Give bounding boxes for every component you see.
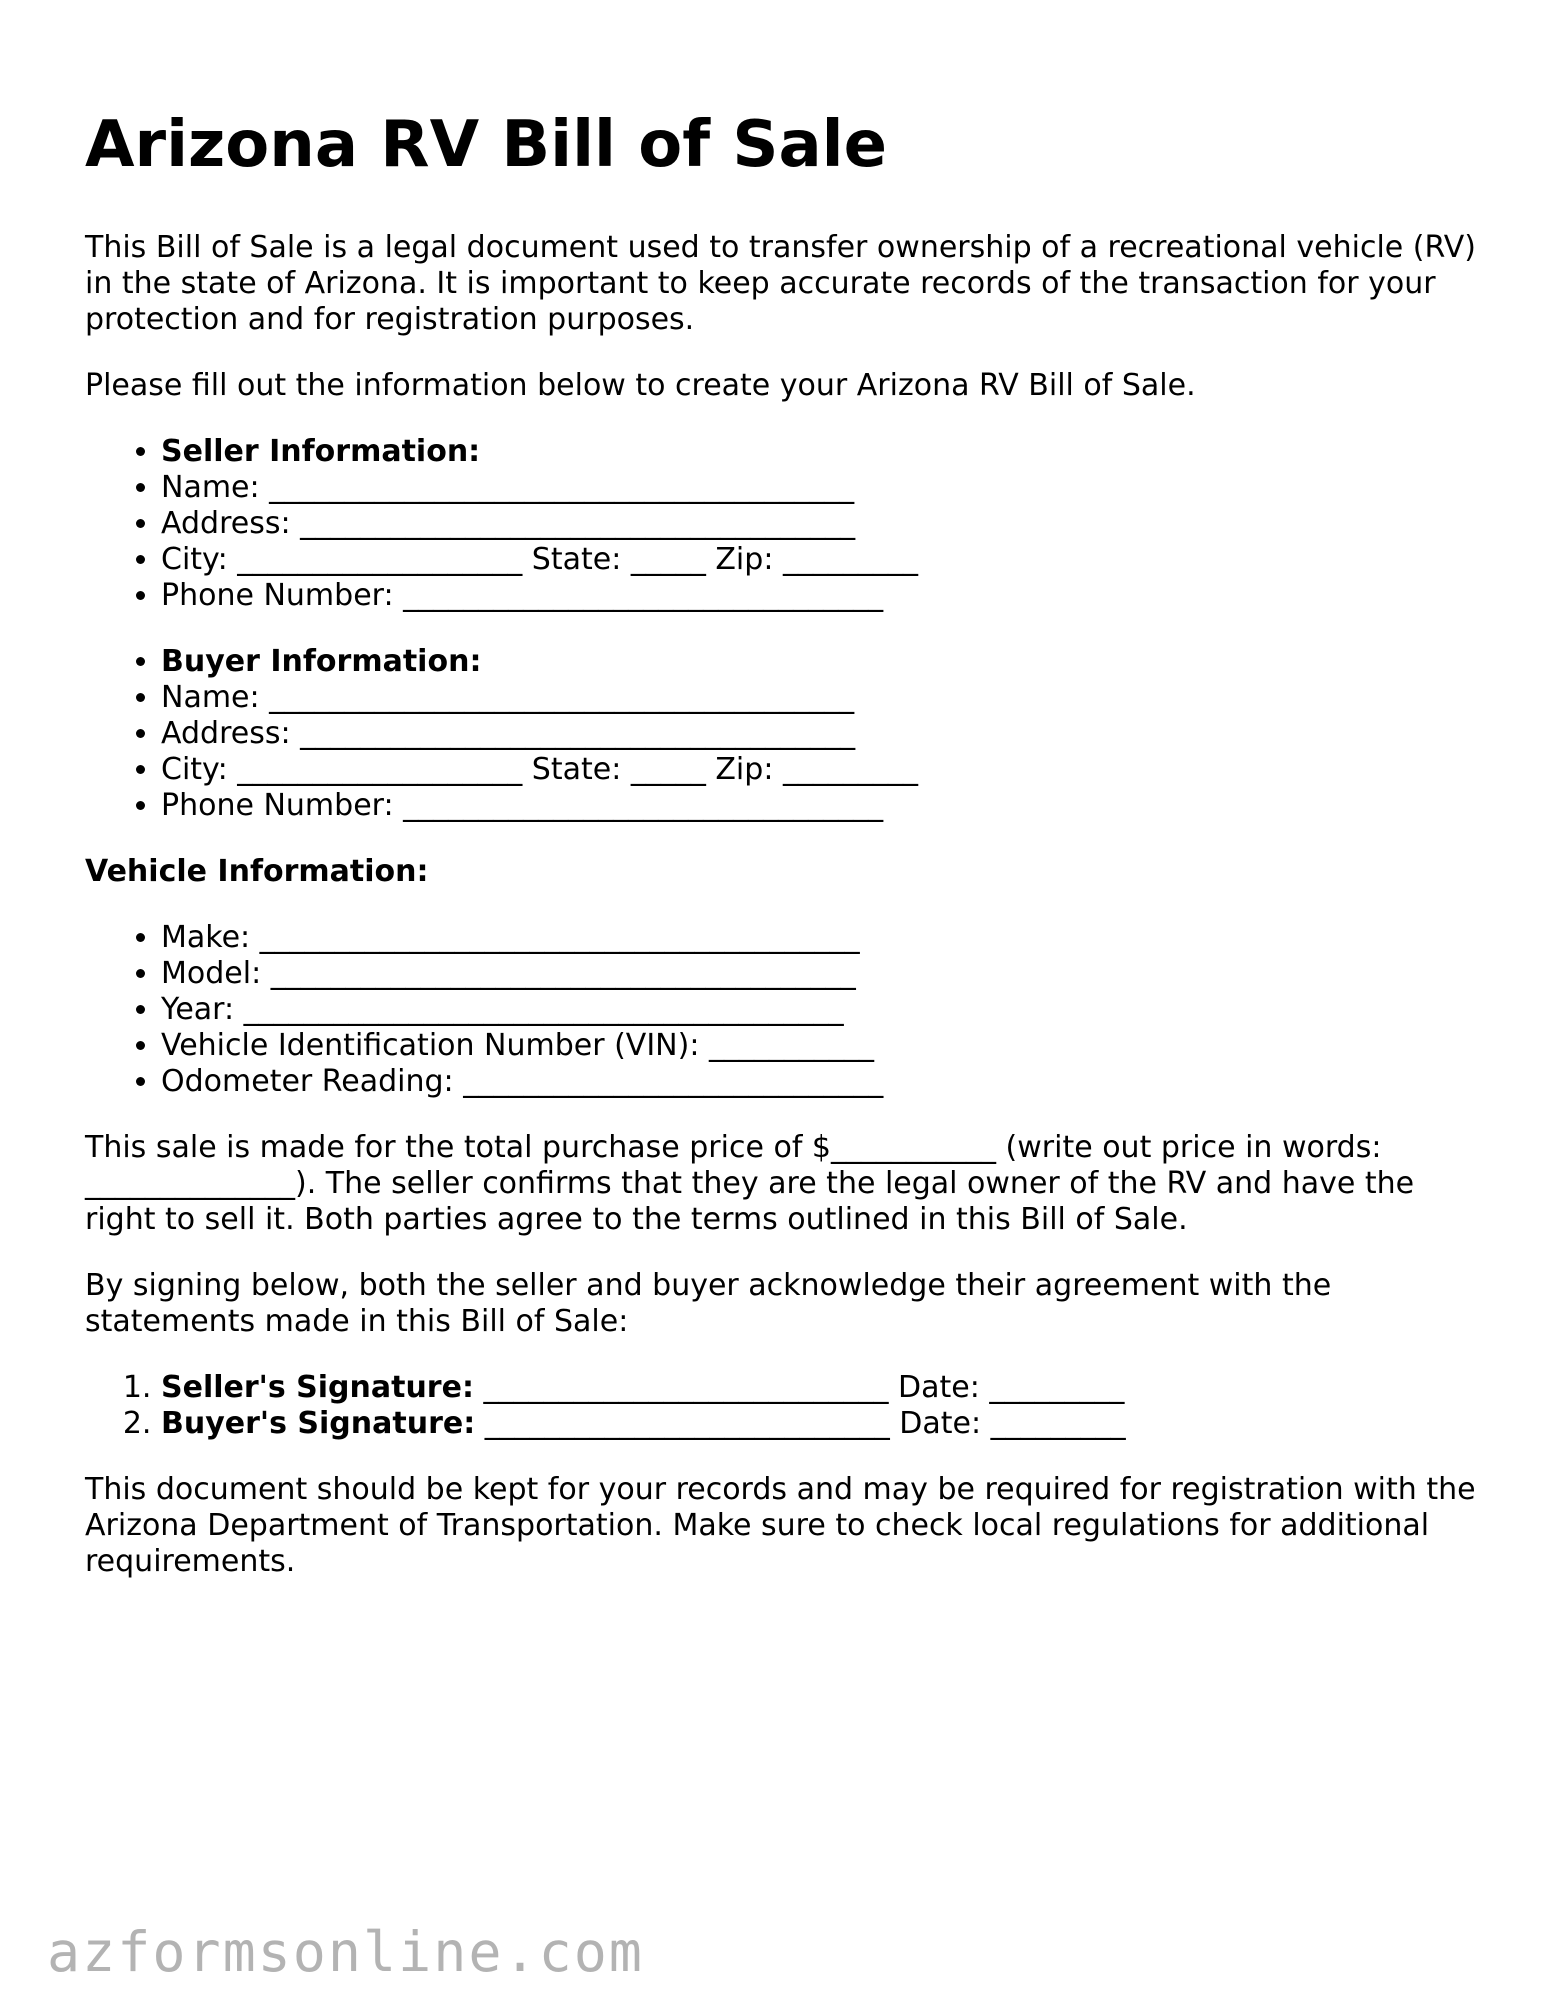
vehicle-model-field: • Model: _______________________________________ — [161, 956, 1485, 992]
vehicle-make-field: • Make: ________________________________________ — [161, 920, 1485, 956]
page-title: Arizona RV Bill of Sale — [85, 108, 887, 182]
agreement-paragraph: By signing below, both the seller and buyer acknowledge their agreement with the statements made in this Bill of Sale: — [85, 1268, 1332, 1339]
buyer-phone-field: • Phone Number: ________________________________ — [161, 788, 1485, 824]
seller-city-state-zip-field: • City: ___________________ State: _____ Zip: _________ — [161, 542, 1485, 578]
buyer-info-list — [85, 644, 1485, 824]
buyer-signature-blank: ___________________________ Date: _________ — [475, 1406, 1126, 1441]
buyer-heading: • Buyer Information: — [161, 644, 1485, 680]
vehicle-heading: Vehicle Information: — [85, 854, 429, 889]
closing-paragraph: This document should be kept for your records and may be required for registration with the Arizona Department of Transportation. Make sure to check local regulations for additional requirements. — [85, 1472, 1476, 1579]
vehicle-year-field: • Year: ________________________________________ — [161, 992, 1485, 1028]
seller-phone-field: • Phone Number: ________________________________ — [161, 578, 1485, 614]
seller-signature-label: Seller's Signature: — [161, 1370, 474, 1405]
instruction-paragraph: Please fill out the information below to create your Arizona RV Bill of Sale. — [85, 368, 1196, 403]
buyer-name-field: • Name: _______________________________________ — [161, 680, 1485, 716]
buyer-city-state-zip-field: • City: ___________________ State: _____ Zip: _________ — [161, 752, 1485, 788]
price-paragraph: This sale is made for the total purchase price of $___________ (write out price in words: ______________). The seller confirms that they are the legal owner of the RV and have the right to sell it. Both parties agree to the terms outlined in this Bill of Sale. — [85, 1130, 1415, 1237]
seller-name-field: • Name: _______________________________________ — [161, 470, 1485, 506]
vehicle-odometer-field: • Odometer Reading: ____________________________ — [161, 1064, 1485, 1100]
site-watermark: azformsonline.com — [47, 1920, 644, 1984]
seller-heading: • Seller Information: — [161, 434, 1485, 470]
vehicle-info-list — [85, 920, 1485, 1100]
vehicle-vin-field: • Vehicle Identification Number (VIN): ___________ — [161, 1028, 1485, 1064]
seller-signature-line — [161, 1370, 1485, 1406]
signature-list — [85, 1370, 1485, 1442]
buyer-address-field: • Address: _____________________________________ — [161, 716, 1485, 752]
seller-address-field: • Address: _____________________________________ — [161, 506, 1485, 542]
document-page — [85, 100, 1485, 1610]
buyer-signature-label: Buyer's Signature: — [161, 1406, 476, 1441]
seller-info-list — [85, 434, 1485, 614]
seller-signature-blank: ___________________________ Date: _________ — [473, 1370, 1125, 1405]
buyer-signature-line — [161, 1406, 1485, 1442]
intro-paragraph: This Bill of Sale is a legal document used to transfer ownership of a recreational vehicle (RV) in the state of Arizona. It is important to keep accurate records of the transaction for your protection and for registration purposes. — [85, 230, 1476, 337]
